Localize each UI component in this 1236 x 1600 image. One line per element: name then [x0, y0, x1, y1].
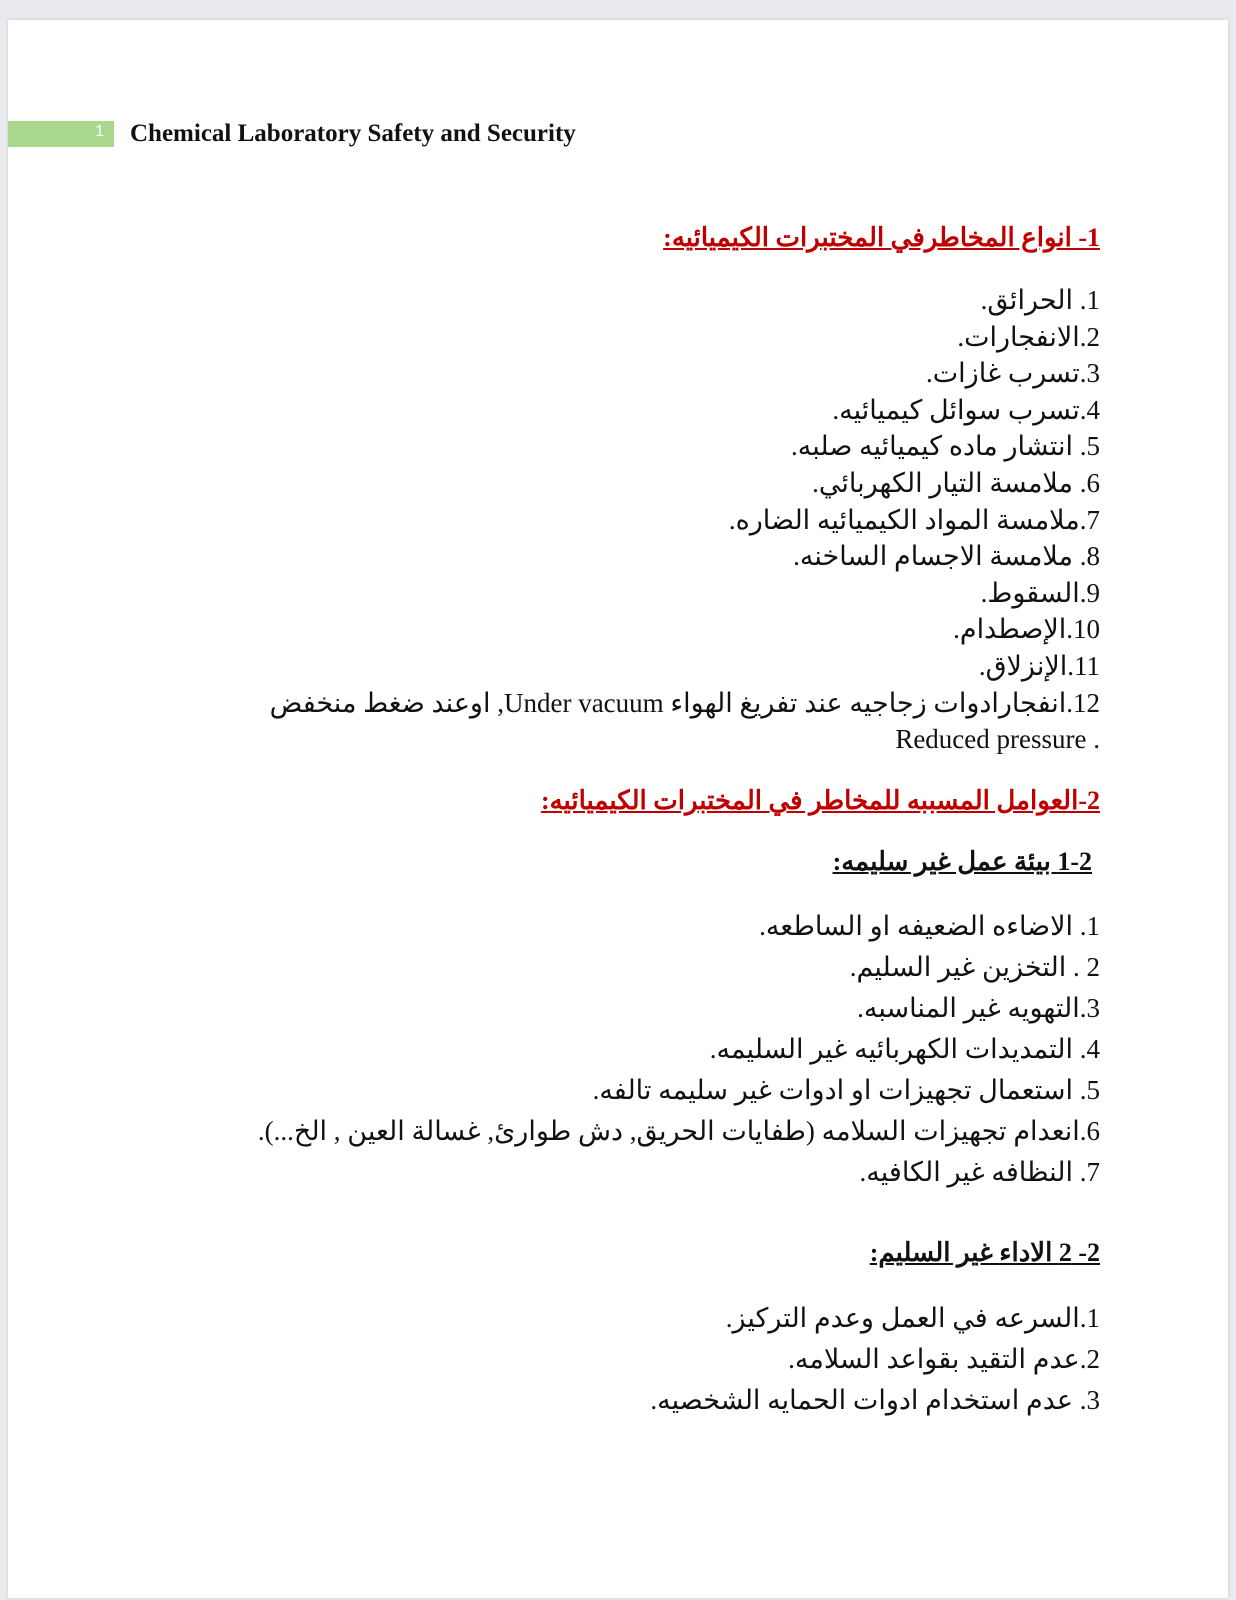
list-item: 2.الانفجارات.: [957, 321, 1100, 352]
subsection-2-2-heading: 2- 2 الاداء غير السليم:: [869, 1238, 1100, 1267]
section-1-heading: 1- انواع المخاطرفي المختبرات الكيميائيه:: [663, 223, 1100, 252]
list-item: 4. التمديدات الكهربائيه غير السليمه.: [709, 1034, 1100, 1064]
list-item: 3.التهويه غير المناسبه.: [857, 993, 1100, 1023]
document-page: [8, 20, 1228, 1598]
list-item: 1. الحرائق.: [980, 285, 1100, 315]
page-number: 1: [95, 123, 104, 140]
list-item: 6. ملامسة التيار الكهربائي.: [812, 467, 1100, 498]
list-item: 4.تسرب سوائل كيميائيه.: [832, 394, 1100, 425]
list-item: 12.انفجارادوات زجاجيه عند تفريغ الهواء Under vacuum, اوعند ضغط منخفض . Reduced pressure: [269, 687, 1100, 755]
list-item: 10.الإصطدام.: [953, 614, 1100, 645]
unsafe-performance-list: [650, 1298, 1100, 1421]
unsafe-environment-list: [258, 906, 1100, 1193]
document-header-title: Chemical Laboratory Safety and Security: [130, 120, 576, 147]
list-item: 3. عدم استخدام ادوات الحمايه الشخصيه.: [650, 1385, 1100, 1415]
list-item: 7. النظافه غير الكافيه.: [859, 1157, 1100, 1187]
list-item: 2.عدم التقيد بقواعد السلامه.: [788, 1344, 1100, 1374]
page-number-badge: [8, 121, 114, 147]
list-item: 9.السقوط.: [980, 577, 1100, 608]
list-item: 1. الاضاءه الضعيفه او الساطعه.: [759, 911, 1100, 941]
list-item: 6.انعدام تجهيزات السلامه (طفايات الحريق, دش طوارئ, غسالة العين , الخ...).: [257, 1116, 1100, 1146]
list-item: 5. انتشار ماده كيميائيه صلبه.: [791, 431, 1100, 462]
list-item: 5. استعمال تجهيزات او ادوات غير سليمه تالفه.: [592, 1075, 1100, 1105]
subsection-2-1-heading: 1-2 بيئة عمل غير سليمه:: [832, 847, 1092, 876]
list-item: 11.الإنزلاق.: [978, 650, 1100, 681]
list-item: 3.تسرب غازات.: [926, 358, 1100, 389]
list-item: 2 . التخزين غير السليم.: [849, 952, 1100, 982]
list-item: 8. ملامسة الاجسام الساخنه.: [793, 541, 1100, 572]
section-2-heading: 2-العوامل المسببه للمخاطر في المختبرات الكيميائيه:: [540, 786, 1100, 815]
hazard-types-list: [260, 282, 1100, 758]
list-item: 1.السرعه في العمل وعدم التركيز.: [725, 1303, 1100, 1333]
list-item: 7.ملامسة المواد الكيميائيه الضاره.: [728, 504, 1100, 535]
